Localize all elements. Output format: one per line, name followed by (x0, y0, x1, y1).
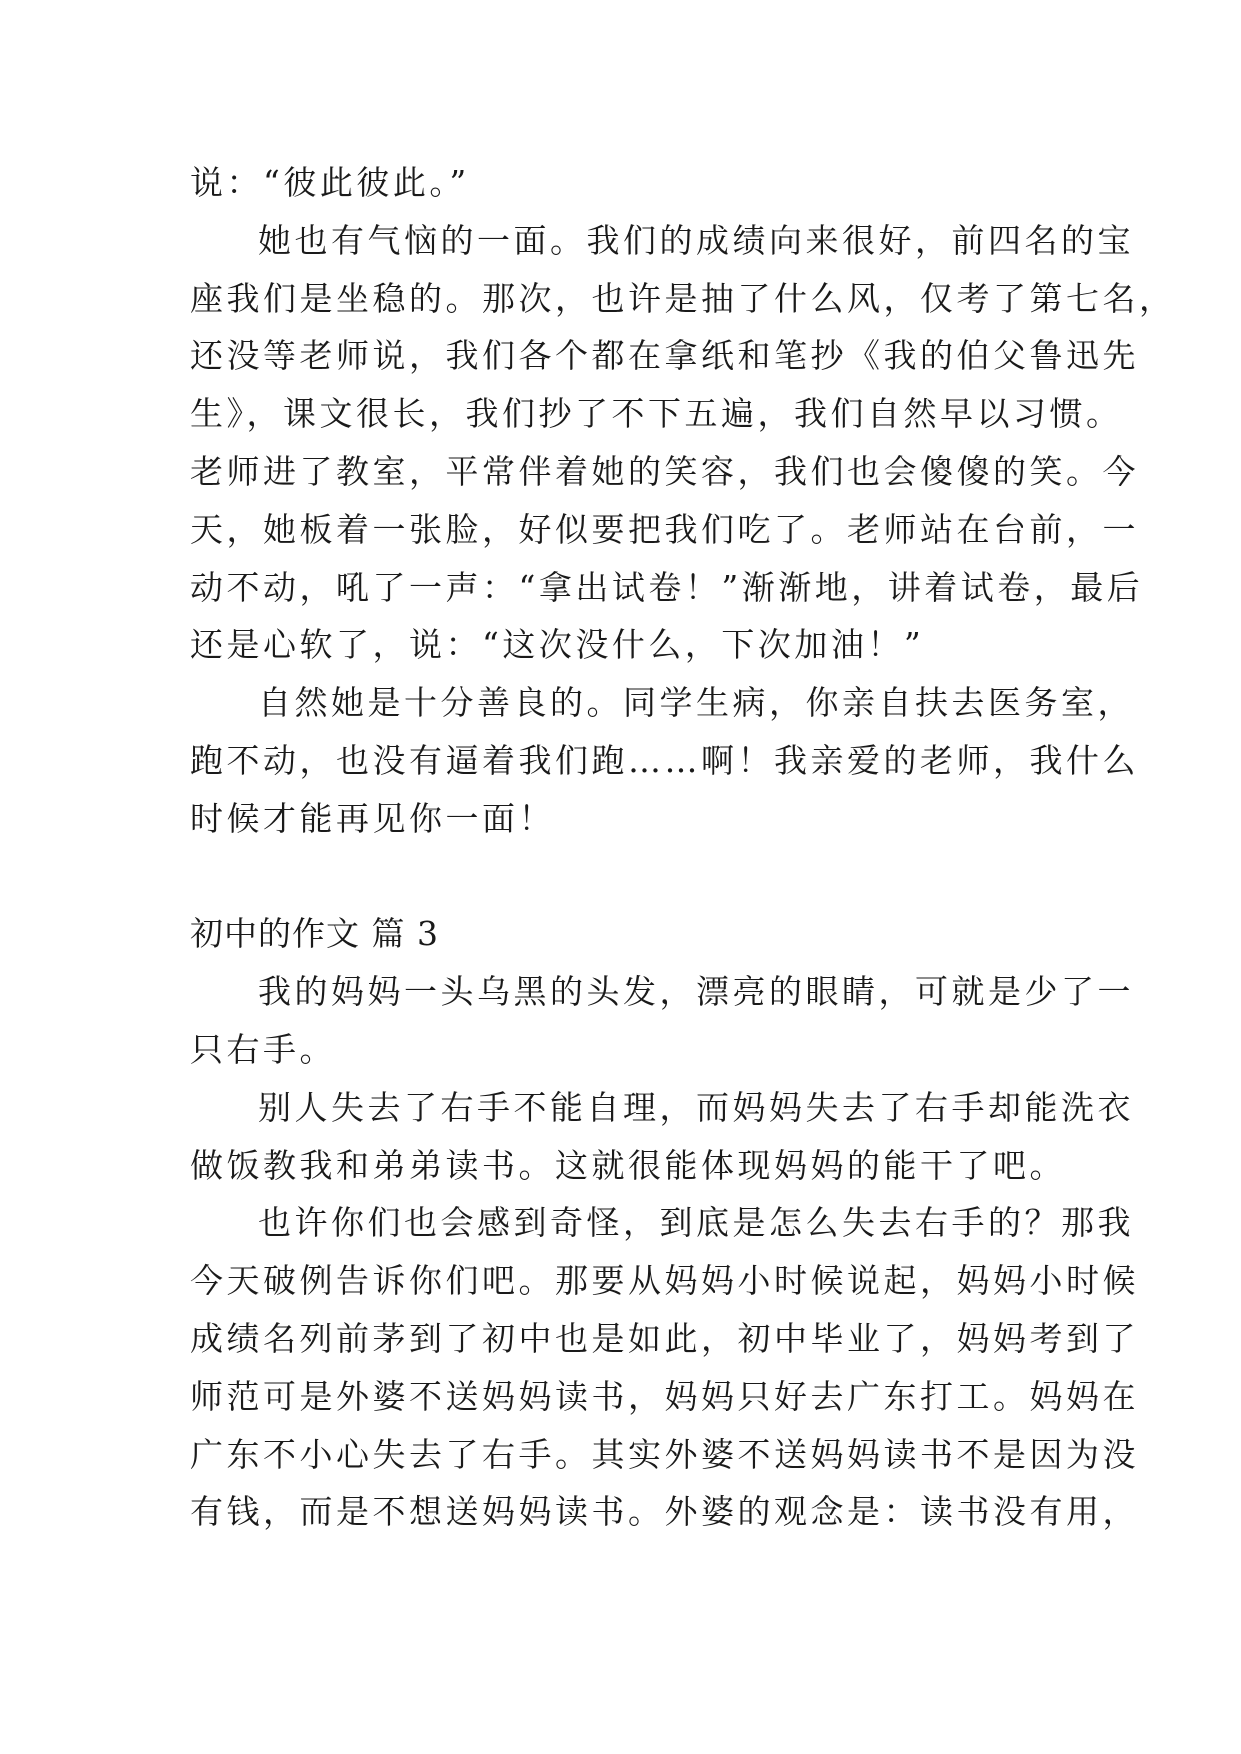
paragraph-line: 时候才能再见你一面！ (190, 798, 555, 838)
paragraph-line: 有钱，而是不想送妈妈读书。外婆的观念是：读书没有用， (190, 1492, 1139, 1532)
paragraph-line: 成绩名列前茅到了初中也是如此，初中毕业了，妈妈考到了 (190, 1318, 1139, 1358)
paragraph-line: 动不动，吼了一声：“拿出试卷！”渐渐地，讲着试卷，最后 (190, 567, 1144, 607)
paragraph-line: 座我们是坐稳的。那次，也许是抽了什么风，仅考了第七名， (190, 278, 1176, 318)
paragraph-line: 别人失去了右手不能自理，而妈妈失去了右手却能洗衣 (258, 1087, 1134, 1127)
paragraph-line: 也许你们也会感到奇怪，到底是怎么失去右手的？那我 (258, 1203, 1134, 1243)
paragraph-line: 还没等老师说，我们各个都在拿纸和笔抄《我的伯父鲁迅先 (190, 336, 1139, 376)
section-title: 初中的作文 篇 3 (190, 914, 439, 954)
paragraph-line: 她也有气恼的一面。我们的成绩向来很好，前四名的宝 (258, 220, 1134, 260)
paragraph-line: 广东不小心失去了右手。其实外婆不送妈妈读书不是因为没 (190, 1434, 1139, 1474)
paragraph-line: 说：“彼此彼此。” (190, 163, 470, 202)
paragraph-line: 还是心软了，说：“这次没什么，下次加油！” (190, 625, 925, 665)
paragraph-line: 只右手。 (190, 1029, 336, 1069)
paragraph-line: 今天破例告诉你们吧。那要从妈妈小时候说起，妈妈小时候 (190, 1261, 1139, 1301)
paragraph-line: 师范可是外婆不送妈妈读书，妈妈只好去广东打工。妈妈在 (190, 1376, 1139, 1416)
paragraph-line: 生》，课文很长，我们抄了不下五遍，我们自然早以习惯。 (190, 394, 1123, 434)
paragraph-line: 自然她是十分善良的。同学生病，你亲自扶去医务室， (258, 683, 1134, 723)
paragraph-line: 老师进了教室，平常伴着她的笑容，我们也会傻傻的笑。今 (190, 451, 1139, 491)
document-body (190, 154, 1176, 1541)
paragraph-line: 我的妈妈一头乌黑的头发，漂亮的眼睛，可就是少了一 (258, 972, 1134, 1012)
paragraph-line: 做饭教我和弟弟读书。这就很能体现妈妈的能干了吧。 (190, 1145, 1066, 1185)
paragraph-line: 跑不动，也没有逼着我们跑……啊！我亲爱的老师，我什么 (190, 740, 1139, 780)
paragraph-line: 天，她板着一张脸，好似要把我们吃了。老师站在台前，一 (190, 509, 1139, 549)
section-spacer (190, 848, 1050, 906)
